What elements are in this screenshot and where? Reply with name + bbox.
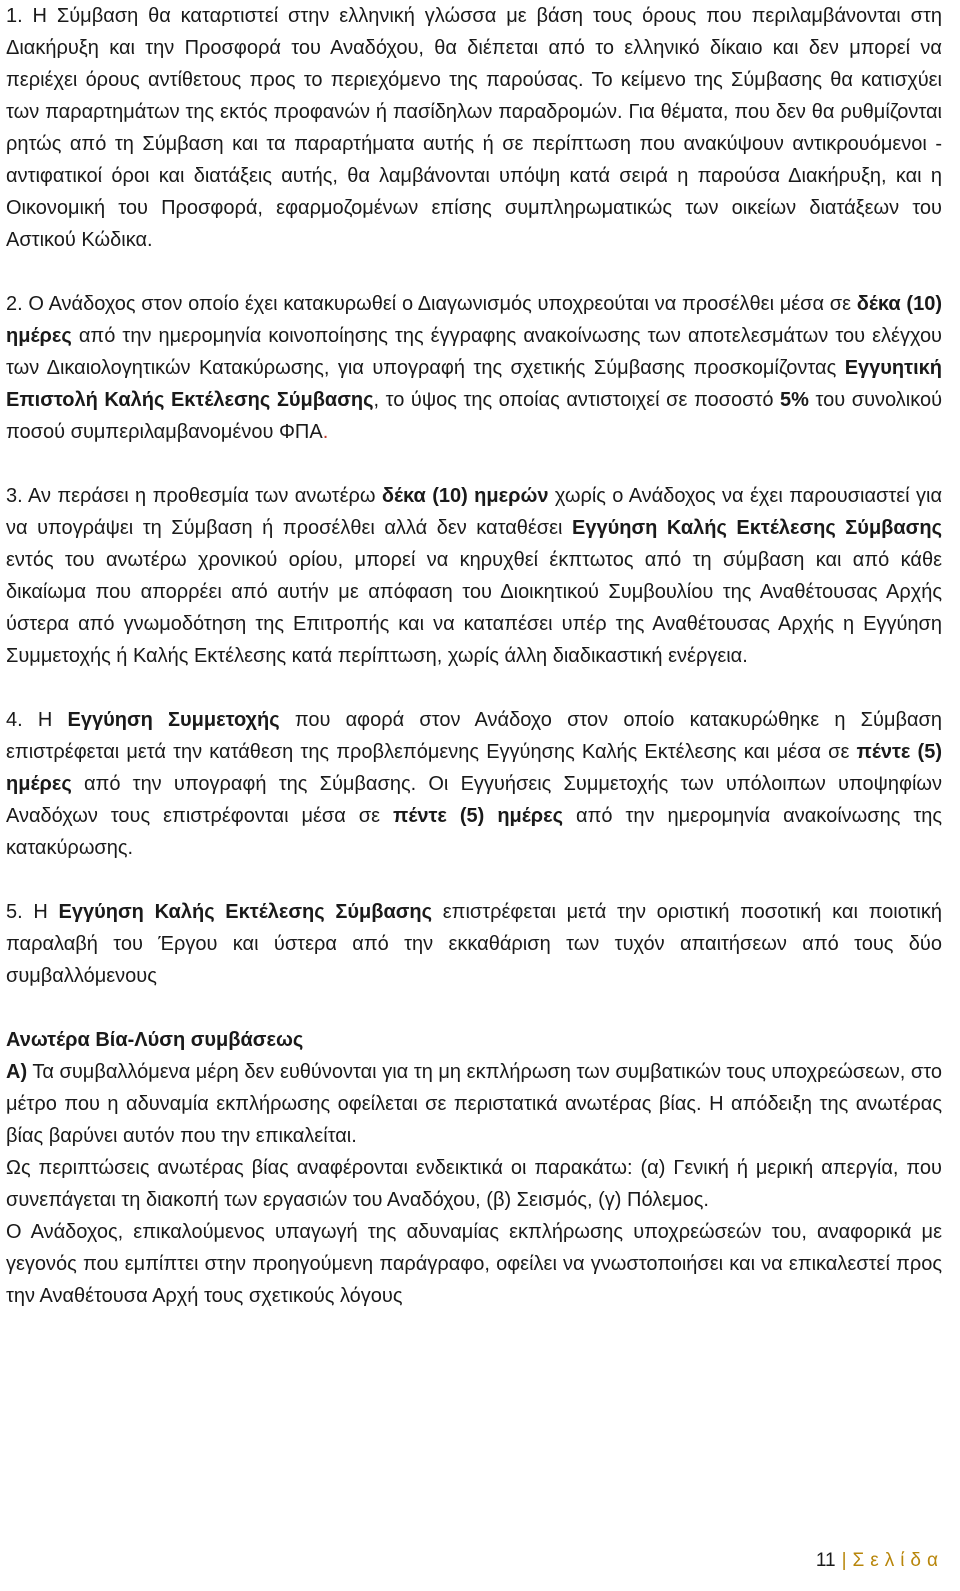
paragraph-4-bold-five-days-2: πέντε (5) ημέρες (393, 805, 564, 827)
clause-a-text: Τα συμβαλλόμενα μέρη δεν ευθύνονται για τη μη εκπλήρωση των συμβατικών τους υποχρεώσεων, στο μέτρο που η αδυναμία εκπλήρωσης οφείλεται σε περιστατικά ανωτέρας βίας. Η απόδειξη της ανωτέρας βίας βαρύνει αυτόν που την επικαλείται. (6, 1061, 942, 1147)
paragraph-4 (6, 704, 942, 864)
paragraph-3-bold-guarantee: Εγγύηση Καλής Εκτέλεσης Σύμβασης (572, 517, 942, 539)
paragraph-2-bold-guarantee: Εγγυητική Επιστολή Καλής Εκτέλεσης Σύμβασης (6, 357, 942, 411)
section-heading-force-majeure: Ανωτέρα Βία-Λύση συμβάσεως (6, 1029, 304, 1051)
paragraph-4-text: από την υπογραφή της Σύμβασης. Οι Εγγυήσεις Συμμετοχής των υπόλοιπων υποψηφίων Αναδόχων τους επιστρέφονται μέσα σε (6, 773, 942, 827)
paragraph-2-red-period: . (322, 421, 329, 443)
paragraph-2-text: του συνολικού ποσού συμπεριλαμβανομένου ΦΠΑ (6, 389, 943, 443)
force-majeure-cases: Ως περιπτώσεις ανωτέρας βίας αναφέρονται ενδεικτικά οι παρακάτω: (α) Γενική ή μερική απεργία, που συνεπάγεται τη διακοπή των εργασιών του Αναδόχου, (β) Σεισμός, (γ) Πόλεμος. (6, 1157, 942, 1211)
page-label: Σελίδα (852, 1550, 944, 1571)
paragraph-2-text: , το ύψος της οποίας αντιστοιχεί σε ποσοστό (373, 389, 781, 411)
document-page (6, 0, 942, 1312)
paragraph-4-bold-participation: Εγγύηση Συμμετοχής (67, 709, 280, 731)
page-number: 11 (815, 1550, 836, 1571)
paragraph-2 (6, 288, 942, 448)
paragraph-5 (6, 896, 942, 992)
footer-separator: | (841, 1550, 847, 1571)
paragraph-4-bold-five-days: πέντε (5) ημέρες (6, 741, 942, 795)
paragraph-3-text: 3. Αν περάσει η προθεσμία των ανωτέρω (6, 485, 382, 507)
paragraph-2-text: 2. Ο Ανάδοχος στον οποίο έχει κατακυρωθεί ο Διαγωνισμός υποχρεούται να προσέλθει μέσα σε (6, 293, 857, 315)
paragraph-1-text: 1. Η Σύμβαση θα καταρτιστεί στην ελληνική γλώσσα με βάση τους όρους που περιλαμβάνονται στη Διακήρυξη και την Προσφορά του Αναδόχου, θα διέπεται από το ελληνικό δίκαιο και δεν μπορεί να περιέχει όρους αντίθετους προς το περιεχόμενο της παρούσας. Το κείμενο της Σύμβασης θα κατισχύει των παραρτημάτων της εκτός προφανών ή πασίδηλων παραδρομών. Για θέματα, που δεν θα ρυθμίζονται ρητώς από τη Σύμβαση και τα παραρτήματα αυτής ή σε περίπτωση που ανακύψουν αντικρουόμενοι - αντιφατικοί όροι και διατάξεις αυτής, θα λαμβάνονται υπόψη κατά σειρά η παρούσα Διακήρυξη, και η Οικονομική του Προσφορά, εφαρμοζομένων επίσης συμπληρωματικώς των οικείων διατάξεων του Αστικού Κώδικα. (6, 5, 942, 251)
paragraph-3-text: χωρίς ο Ανάδοχος να έχει παρουσιαστεί για να υπογράψει τη Σύμβαση ή προσέλθει αλλά δεν καταθέσει (6, 485, 943, 539)
paragraph-4-text: από την ημερομηνία ανακοίνωσης της κατακύρωσης. (6, 805, 942, 859)
paragraph-3-bold-deadline: δέκα (10) ημερών (381, 485, 549, 507)
paragraph-2-text: από την ημερομηνία κοινοποίησης της έγγραφης ανακοίνωσης των αποτελεσμάτων του ελέγχου των Δικαιολογητικών Κατακύρωσης, για υπογραφή της σχετικής Σύμβασης προσκομίζοντας (6, 325, 942, 379)
paragraph-5-text: 5. Η (6, 901, 59, 923)
paragraph-4-text: που αφορά στον Ανάδοχο στον οποίο κατακυρώθηκε η Σύμβαση επιστρέφεται μετά την κατάθεση της προβλεπόμενης Εγγύησης Καλής Εκτέλεσης και μέσα σε (6, 709, 943, 763)
paragraph-5-text: επιστρέφεται μετά την οριστική ποσοτική και ποιοτική παραλαβή του Έργου και ύστερα από την εκκαθάριση των τυχόν απαιτήσεων από τους δύο συμβαλλόμενους (6, 901, 942, 987)
paragraph-1 (6, 0, 942, 256)
page-footer (816, 1548, 944, 1574)
force-majeure-notice: Ο Ανάδοχος, επικαλούμενος υπαγωγή της αδυναμίας εκπλήρωσης υποχρεώσεών του, αναφορικά με γεγονός που εμπίπτει στην προηγούμενη παράγραφο, οφείλει να γνωστοποιήσει και να επικαλεστεί προς την Αναθέτουσα Αρχή τους σχετικούς λόγους (6, 1221, 942, 1307)
paragraph-2-bold-percent: 5% (780, 389, 809, 411)
force-majeure-clause-a (6, 1056, 942, 1152)
paragraph-4-text: 4. Η (6, 709, 68, 731)
clause-a-label: Α) (6, 1061, 28, 1083)
paragraph-5-bold-guarantee: Εγγύηση Καλής Εκτέλεσης Σύμβασης (58, 901, 433, 923)
paragraph-3-text: εντός του ανωτέρω χρονικού ορίου, μπορεί να κηρυχθεί έκπτωτος από τη σύμβαση και από κάθε δικαίωμα που απορρέει από αυτήν με απόφαση του Διοικητικού Συμβουλίου της Αναθέτουσας Αρχής ύστερα από γνωμοδότηση της Επιτροπής και να καταπέσει υπέρ της Αναθέτουσας Αρχής η Εγγύηση Συμμετοχής ή Καλής Εκτέλεσης κατά περίπτωση, χωρίς άλλη διαδικαστική ενέργεια. (6, 549, 942, 667)
paragraph-3 (6, 480, 942, 672)
paragraph-2-bold-deadline: δέκα (10) ημέρες (6, 293, 943, 347)
